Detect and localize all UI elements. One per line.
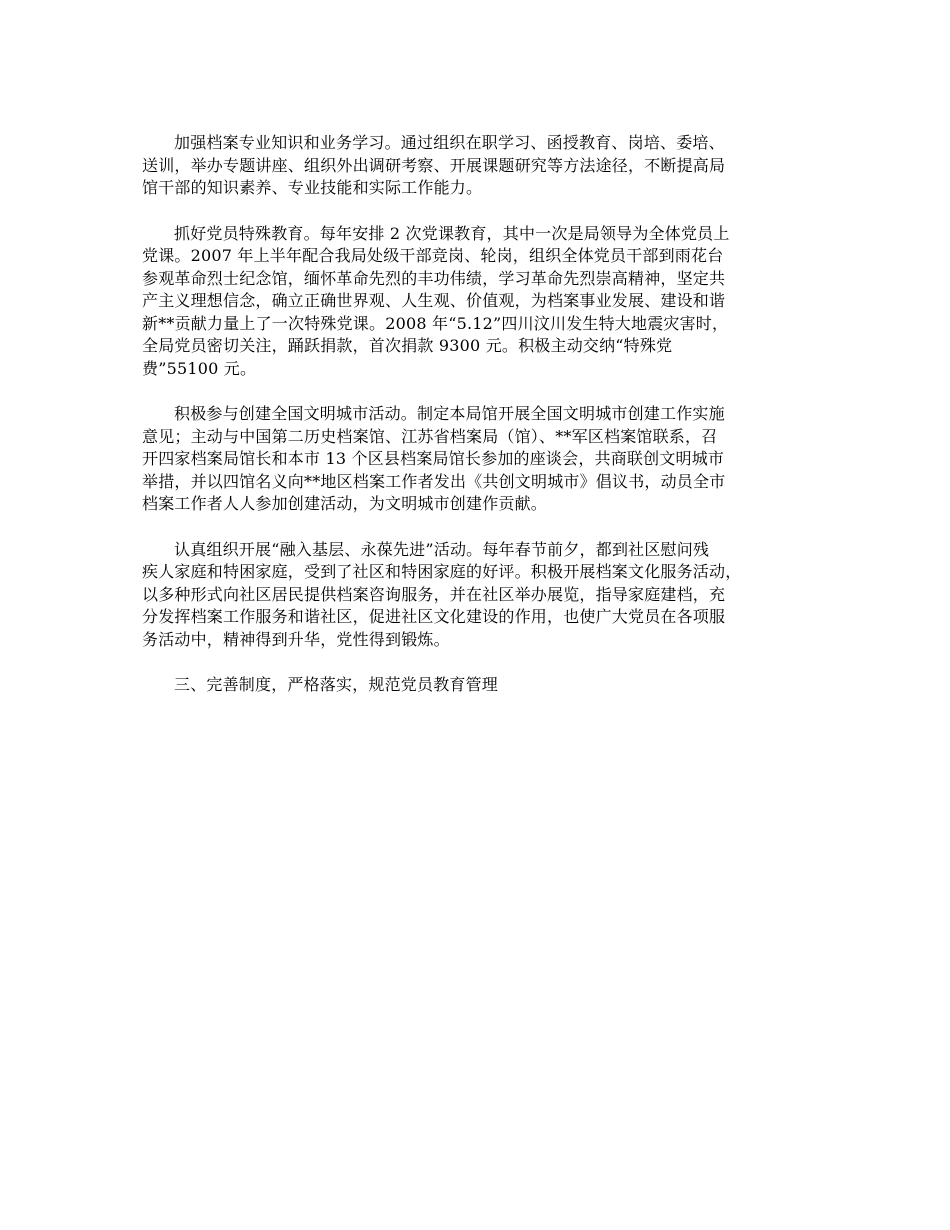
paragraph-party-education	[142, 223, 822, 381]
text-line: 费”55100 元。	[142, 358, 257, 378]
text-line: 以多种形式向社区居民提供档案咨询服务，并在社区举办展览，指导家庭建档，充	[142, 584, 726, 604]
text-line: 抓好党员特殊教育。每年安排 2 次党课教育，其中一次是局领导为全体党员上	[174, 223, 730, 243]
paragraph-community-activity	[142, 539, 822, 652]
text-line: 开四家档案局馆长和本市 13 个区县档案局馆长参加的座谈会，共商联创文明城市	[142, 449, 725, 468]
text-line: 加强档案专业知识和业务学习。通过组织在职学习、函授教育、岗培、委培、	[174, 133, 725, 152]
text-line: 送训，举办专题讲座、组织外出调研考察、开展课题研究等方法途径，不断提高局	[142, 155, 726, 175]
text-line: 认真组织开展“融入基层、永葆先进”活动。每年春节前夕，都到社区慰问残	[174, 539, 710, 559]
text-line: 积极参与创建全国文明城市活动。制定本局馆开展全国文明城市创建工作实施	[174, 404, 725, 423]
text-line: 举措，并以四馆名义向**地区档案工作者发出《共创文明城市》倡议书，动员全市	[142, 471, 726, 491]
text-line: 档案工作者人人参加创建活动，为文明城市创建作贡献。	[142, 494, 548, 513]
text-line: 分发挥档案工作服务和谐社区，促进社区文化建设的作用，也使广大党员在各项服	[142, 607, 726, 626]
text-line: 务活动中，精神得到升华，党性得到锻炼。	[142, 629, 450, 649]
paragraph-civilized-city	[142, 403, 822, 516]
section-heading	[142, 674, 822, 697]
text-line: 产主义理想信念，确立正确世界观、人生观、价值观，为档案事业发展、建设和谐	[142, 291, 726, 310]
text-line: 全局党员密切关注，踊跃捐款，首次捐款 9300 元。积极主动交纳“特殊党	[142, 336, 673, 355]
text-line: 疾人家庭和特困家庭，受到了社区和特困家庭的好评。积极开展档案文化服务活动，	[142, 562, 742, 581]
text-line: 参观革命烈士纪念馆，缅怀革命先烈的丰功伟绩，学习革命先烈崇高精神，坚定共	[142, 268, 726, 288]
section-heading-text: 三、完善制度，严格落实，规范党员教育管理	[174, 675, 499, 694]
text-line: 馆干部的知识素养、专业技能和实际工作能力。	[142, 178, 483, 197]
paragraph-archive-study	[142, 132, 822, 200]
document-body	[142, 132, 822, 720]
text-line: 新**贡献力量上了一次特殊党课。2008 年“5.12”四川汶川发生特大地震灾害时，	[142, 313, 729, 333]
text-line: 党课。2007 年上半年配合我局处级干部竞岗、轮岗，组织全体党员干部到雨花台	[142, 246, 724, 265]
text-line: 意见；主动与中国第二历史档案馆、江苏省档案局（馆）、**军区档案馆联系，召	[142, 426, 718, 446]
